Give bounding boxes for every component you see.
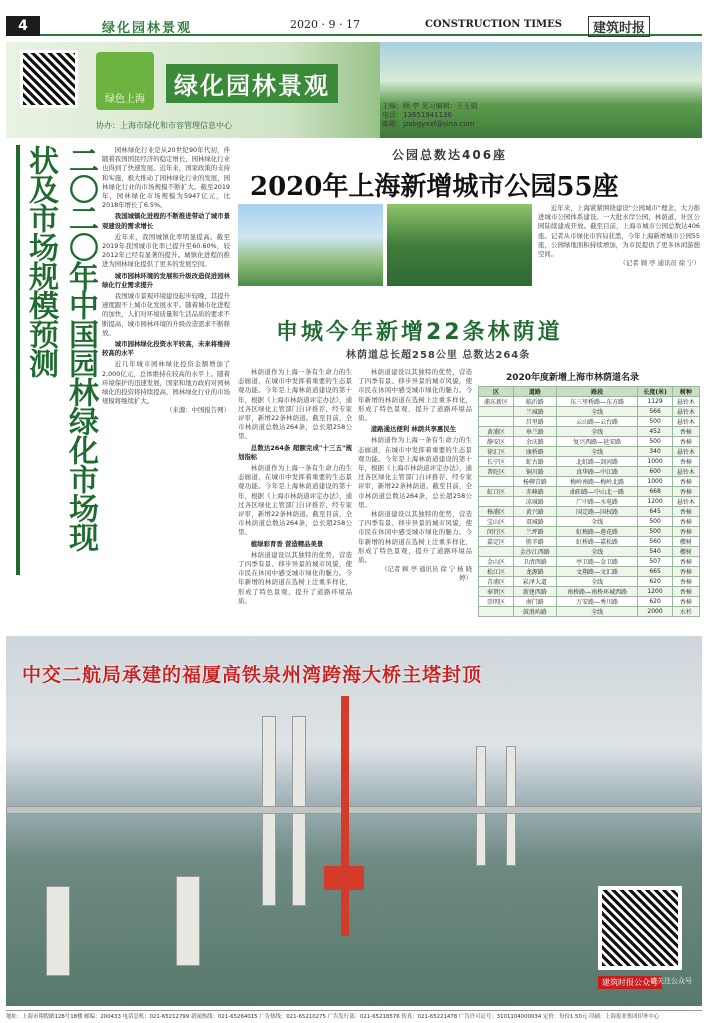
qr-caption: 请关注公众号 <box>650 977 692 985</box>
table-cell: 新建西路 <box>514 587 557 597</box>
table-cell: 黄兴路 <box>514 507 557 517</box>
table-cell: 香樟 <box>672 427 699 437</box>
table-cell: 500 <box>638 527 672 537</box>
table-row <box>479 517 700 527</box>
lanes-byline: （记者 顾 亭 通讯员 徐 宁 杨 晓 婷） <box>381 565 472 583</box>
issue-date: 2020 · 9 · 17 <box>290 18 360 31</box>
article-subhead: 城市园林绿化投资水平较高，未来将维持较高的水平 <box>102 340 230 358</box>
table-row <box>479 507 700 517</box>
table-cell: 香樟 <box>672 437 699 447</box>
table-cell: 全线 <box>556 447 638 457</box>
table-cell: 复兴西路—延安路 <box>556 437 638 447</box>
market-article-body <box>102 146 230 626</box>
bridge-pier <box>46 886 70 976</box>
table-cell: 1200 <box>638 587 672 597</box>
table-cell: 昌里路 <box>514 417 557 427</box>
table-cell: 悬铃木 <box>672 497 699 507</box>
lanes-subhead: 总数达264条 超额完成"十三五"规划指标 <box>238 443 352 461</box>
table-cell: 奉贤区 <box>479 587 514 597</box>
table-cell: 鼓浪屿路 <box>514 607 557 617</box>
table-cell: 566 <box>638 407 672 417</box>
table-cell: 卫清西路 <box>514 557 557 567</box>
table-cell: 杨柳青路 <box>514 477 557 487</box>
table-cell: 1000 <box>638 457 672 467</box>
park-article-kicker: 公园总数达406座 <box>392 148 508 162</box>
table-cell: 悬铃木 <box>672 417 699 427</box>
table-cell: 樱树 <box>672 537 699 547</box>
table-cell: 全线 <box>556 607 638 617</box>
table-cell: 凉城路 <box>514 497 557 507</box>
table-cell: 悬铃木 <box>672 407 699 417</box>
lanes-article-subheadline: 林荫道总长超258公里 总数达264条 <box>346 350 531 361</box>
table-cell: 香樟 <box>672 457 699 467</box>
table-cell: 540 <box>638 547 672 557</box>
table-row <box>479 547 700 557</box>
table-row <box>479 557 700 567</box>
construction-crane <box>341 696 349 936</box>
footer-info: 地址：上海市翔殷路128号18楼 邮编：200433 电话总机：021-65212799 新闻热线：021-65264015 广告热线：021-65210275 广告发行部：021-65218576 传真：021-65221478 广告许可证号：3101104000034 定价：每份1.50元 印刷：上海报业集团印务中心 <box>6 1010 702 1022</box>
table-cell: 全线 <box>556 407 638 417</box>
table-cell: 广中路—水电路 <box>556 497 638 507</box>
crane-base <box>324 866 364 890</box>
table-cell: 铜川路 <box>514 467 557 477</box>
table-row <box>479 397 700 407</box>
lanes-article-col1 <box>238 368 352 626</box>
park-article-paragraph: 近年来，上海紧紧围绕建设"公园城市"理念，大力推进城市公园体系建设。一大批水岸公园、林荫道、社区公园陆续建成开放。截至目前，上海市城市公园总数达406座。记者从市绿化市容局获悉，今年上海新增城市公园55座，公园绿地面积持续增加，为市民提供了更多休闲游憩空间。 <box>538 204 700 259</box>
wechat-qr-code <box>598 886 682 970</box>
paper-name-cn: 建筑时报 <box>588 16 650 37</box>
table-cell: 金沙江西路 <box>514 547 557 557</box>
table-cell: 浦东新区 <box>479 397 514 407</box>
table-cell: 香樟 <box>672 597 699 607</box>
table-cell: 康桥路 <box>514 447 557 457</box>
table-cell: 龙源路 <box>514 567 557 577</box>
table-header-row <box>479 387 700 397</box>
table-cell: 宝山区 <box>479 517 514 527</box>
table-cell: 黄浦区 <box>479 427 514 437</box>
table-row <box>479 587 700 597</box>
table-cell: 杨浦区 <box>479 507 514 517</box>
table-cell: 虹口区 <box>479 487 514 497</box>
paper-name-en: CONSTRUCTION TIMES <box>425 19 562 30</box>
table-cell: 万安路—秀川路 <box>556 597 638 607</box>
table-cell: 兰坪路 <box>514 527 557 537</box>
table-cell <box>479 417 514 427</box>
table-row <box>479 457 700 467</box>
bridge-pier <box>176 876 200 966</box>
table-row <box>479 407 700 417</box>
table-cell: 665 <box>638 567 672 577</box>
table-cell: 507 <box>638 557 672 567</box>
table-cell: 皋兰路 <box>514 427 557 437</box>
table-header-cell: 树种 <box>672 387 699 397</box>
table-cell: 香樟 <box>672 527 699 537</box>
table-cell: 水杉 <box>672 607 699 617</box>
lanes-table-title: 2020年度新增上海市林荫道名录 <box>506 373 640 383</box>
table-cell: 560 <box>638 537 672 547</box>
banner-qr-code <box>20 50 78 108</box>
table-cell: 徐汇区 <box>479 447 514 457</box>
table-cell: 长宁区 <box>479 457 514 467</box>
table-cell: 香樟 <box>672 557 699 567</box>
table-cell: 悬铃木 <box>672 467 699 477</box>
table-cell: 1129 <box>638 397 672 407</box>
lanes-subhead: 道路通达便利 林荫共享惠民生 <box>370 425 457 434</box>
lanes-article-headline: 申城今年新增22条林荫道 <box>276 320 563 345</box>
lanes-paragraph: 林荫道作为上海一条有生命力的生态廊道，在城市中发挥着重要的生态景观功能。今年是上海林荫道建设的第十年，根据《上海市林荫道评定办法》，通过各区绿化主管部门自评推荐、经专家评审，新增22条林荫道。截至目前，全市林荫道总数达264条，总长超258公里。 <box>358 436 472 509</box>
table-header-cell: 道路 <box>514 387 557 397</box>
green-shanghai-logo <box>96 52 154 110</box>
table-cell: 嘉定区 <box>479 537 514 547</box>
article-paragraph: 近几年城市园林绿化投资金额增加了2,000亿元，总体维持在较高的水平上。随着环境保护的迅速发展，国家和地方政府对园林绿化的投资将持续提高，园林绿化行业的市场规模将继续扩大。 <box>102 360 230 406</box>
table-cell <box>479 497 514 507</box>
table-row <box>479 607 700 617</box>
table-cell: 620 <box>638 577 672 587</box>
lanes-paragraph: 林荫道建设以其独特的优势，营造了四季有景、移步异景的城市风貌，使市民在休闲中感受城市绿化的魅力。今年新增的林荫道在选树上注重多样化，形成了特色景观，提升了道路环境品质。 <box>358 368 472 423</box>
bridge-headline: 中交二航局承建的福厦高铁泉州湾跨海大桥主塔封顶 <box>22 664 483 686</box>
table-cell: 虹古路 <box>514 457 557 467</box>
table-cell: 曲阳路—中山北一路 <box>556 487 638 497</box>
table-cell: 赤峰路 <box>514 487 557 497</box>
table-cell: 500 <box>638 437 672 447</box>
vertical-headline-box <box>16 145 98 575</box>
article-subhead: 我国城镇化进程的不断推进带动了城市景观建设的需求增长 <box>102 212 230 230</box>
table-cell: 静安区 <box>479 437 514 447</box>
lanes-table <box>478 386 700 617</box>
table-cell: 全线 <box>556 577 638 587</box>
lanes-paragraph: 林荫道作为上海一条有生命力的生态廊道，在城市中发挥着重要的生态景观功能。今年是上海林荫道建设的第十年，根据《上海市林荫道评定办法》，通过各区绿化主管部门自评推荐、经专家评审，新增22条林荫道。截至目前，全市林荫道总数达264条，总长超258公里。 <box>238 368 352 441</box>
table-cell: 文翔路—文汇路 <box>556 567 638 577</box>
bridge-deck <box>6 806 702 814</box>
logo-text: 绿色上海 <box>105 94 145 105</box>
lanes-article-col2 <box>358 368 472 626</box>
table-cell: 东三里桥路—东方路 <box>556 397 638 407</box>
table-row <box>479 537 700 547</box>
table-cell: 645 <box>638 507 672 517</box>
table-cell: 1200 <box>638 497 672 507</box>
table-cell: 国定路—国权路 <box>556 507 638 517</box>
table-cell <box>479 607 514 617</box>
table-cell: 临沂路 <box>514 397 557 407</box>
table-row <box>479 597 700 607</box>
park-article-byline: （记者 顾 亭 通讯员 徐 宁） <box>619 259 700 268</box>
table-row <box>479 437 700 447</box>
table-cell: 云山路—云台路 <box>556 417 638 427</box>
email-line: 邮箱：jzsbgyxxf@sina.com <box>382 120 475 128</box>
table-cell: 全线 <box>556 427 638 437</box>
table-row <box>479 497 700 507</box>
table-header-cell: 区 <box>479 387 514 397</box>
table-cell: 虹桥路—嘉松路 <box>556 537 638 547</box>
article-paragraph: 我国城市景观环境建设起步较晚，其提升速度跟不上城市化发展水平。随着城市化进程的加快，人们对环境质量和生活品质的要求不断提高，城市园林环境的升级改造需求不断释放。 <box>102 292 230 337</box>
banner-title: 绿化园林景观 <box>166 64 338 103</box>
table-cell: 香樟 <box>672 587 699 597</box>
park-photo-waterfront <box>238 204 383 286</box>
table-cell: 南门路 <box>514 597 557 607</box>
page-number: 4 <box>6 16 40 36</box>
table-cell: 1000 <box>638 477 672 487</box>
table-cell: 松江区 <box>479 567 514 577</box>
table-cell: 452 <box>638 427 672 437</box>
table-cell: 香樟 <box>672 517 699 527</box>
table-cell: 340 <box>638 447 672 457</box>
table-cell: 真华路—中江路 <box>556 467 638 477</box>
table-cell: 香樟 <box>672 477 699 487</box>
table-cell: 500 <box>638 417 672 427</box>
table-cell: 崧泽大道 <box>514 577 557 587</box>
park-photo-garden <box>387 204 532 286</box>
section-name: 绿化园林景观 <box>102 21 193 36</box>
park-article-headline: 2020年上海新增城市公园55座 <box>250 172 619 202</box>
table-cell: 香樟 <box>672 577 699 587</box>
table-cell: 双城路 <box>514 517 557 527</box>
lanes-subhead: 植绿彩育香 营造精品美景 <box>250 539 324 548</box>
table-cell <box>479 547 514 557</box>
table-cell: 全线 <box>556 547 638 557</box>
table-cell: 悬铃木 <box>672 397 699 407</box>
table-header-cell: 路段 <box>556 387 638 397</box>
table-cell: 香樟 <box>672 507 699 517</box>
table-row <box>479 567 700 577</box>
table-row <box>479 527 700 537</box>
table-cell: 香樟 <box>672 487 699 497</box>
article-source: （来源：中国报告网） <box>166 406 230 415</box>
table-row <box>479 577 700 587</box>
table-cell: 悬铃木 <box>672 447 699 457</box>
table-row <box>479 447 700 457</box>
phone-line: 电话：13651941136 <box>382 111 452 119</box>
table-row <box>479 477 700 487</box>
table-cell: 香樟 <box>672 567 699 577</box>
table-cell: 梅岭南路—梅岭北路 <box>556 477 638 487</box>
table-cell: 亭卫路—金卫路 <box>556 557 638 567</box>
table-cell: 兰城路 <box>514 407 557 417</box>
table-row <box>479 467 700 477</box>
table-cell: 北虹路—剑河路 <box>556 457 638 467</box>
article-paragraph: 园林绿化行业是从20世纪90年代初，伴随着我国国民经济的稳定增长，园林绿化行业也得到了快速发展。近年来，国家政策的支持和实施，极大推动了园林绿化行业的发展，园林绿化行业的市场规模不断扩大。截至2019年，园林绿化市场规模为5947亿元，比2018年增长了6.5%。 <box>102 146 230 210</box>
park-article-body <box>538 204 700 304</box>
article-subhead: 城市园林环境的发展和升级改造促进园林绿化行业需求提升 <box>102 271 230 289</box>
table-cell: 樱树 <box>672 547 699 557</box>
lanes-paragraph: 林荫道建设以其独特的优势，营造了四季有景、移步异景的城市风貌，使市民在休闲中感受城市绿化的魅力。今年新增的林荫道在选树上注重多样化，形成了特色景观，提升了道路环境品质。 <box>238 550 352 605</box>
table-cell: 620 <box>638 597 672 607</box>
editor-line: 主编：顾 亭 见习编辑：王玉娟 <box>382 102 478 110</box>
table-cell: 余庆路 <box>514 437 557 447</box>
table-cell: 金山区 <box>479 557 514 567</box>
table-cell: 668 <box>638 487 672 497</box>
vertical-headline: 二〇二〇年中国园林绿化市场现状及市场规模预测 <box>23 145 98 551</box>
table-cell: 闵行区 <box>479 527 514 537</box>
table-row <box>479 487 700 497</box>
table-cell <box>479 407 514 417</box>
lanes-paragraph: 林荫道作为上海一条有生命力的生态廊道，在城市中发挥着重要的生态景观功能。今年是上海林荫道建设的第十年，根据《上海市林荫道评定办法》，通过各区绿化主管部门自评推荐、经专家评审，新增22条林荫道。截至目前，全市林荫道总数达264条，总长超258公里。 <box>238 464 352 537</box>
table-cell: 胜辛路 <box>514 537 557 547</box>
table-cell: 普陀区 <box>479 467 514 477</box>
table-cell: 500 <box>638 517 672 527</box>
table-cell: 南桥路—南桥环城西路 <box>556 587 638 597</box>
table-row <box>479 417 700 427</box>
table-cell: 全线 <box>556 517 638 527</box>
table-cell: 虹梅路—莲花路 <box>556 527 638 537</box>
table-cell <box>479 477 514 487</box>
article-paragraph: 近年来，我国城镇化率明显提高。截至2019年我国城市化率已提升至60.60%，较2012年已经有显著的提升。城镇化进程的推进为园林绿化提供了更多的发展空间。 <box>102 232 230 269</box>
table-header-cell: 长度(米) <box>638 387 672 397</box>
banner-editors <box>382 102 477 129</box>
banner-co-organizer: 协办：上海市绿化和市容管理信息中心 <box>96 121 232 130</box>
table-cell: 2000 <box>638 607 672 617</box>
lanes-paragraph: 林荫道建设以其独特的优势，营造了四季有景、移步异景的城市风貌，使市民在休闲中感受城市绿化的魅力。今年新增的林荫道在选树上注重多样化，形成了特色景观，提升了道路环境品质。 <box>358 510 472 565</box>
table-cell: 600 <box>638 467 672 477</box>
wechat-qr-label: 建筑时报公众号 <box>598 976 662 989</box>
table-cell: 崇明区 <box>479 597 514 607</box>
table-row <box>479 427 700 437</box>
table-cell: 青浦区 <box>479 577 514 587</box>
